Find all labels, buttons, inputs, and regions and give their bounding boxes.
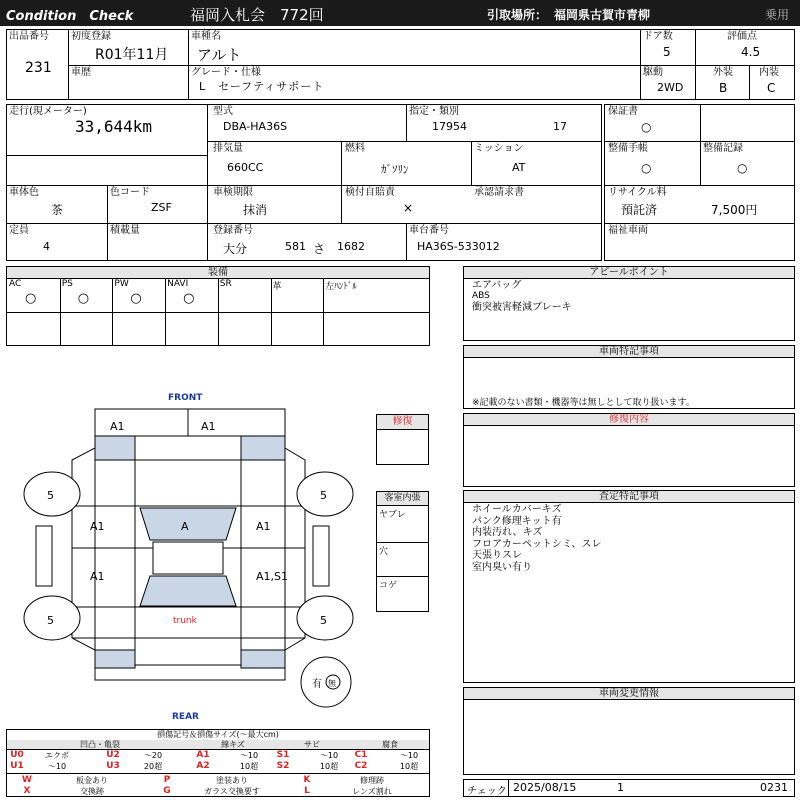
legend-group-rust: サビ bbox=[273, 740, 351, 750]
model-value: アルト bbox=[197, 46, 242, 64]
doors-label: ドア数 bbox=[643, 31, 673, 42]
category-label: 乗用 bbox=[765, 8, 790, 22]
mark-door-rl: A1 bbox=[90, 570, 105, 583]
legend-code: W bbox=[22, 775, 32, 785]
pickup-label: 引取場所： bbox=[487, 8, 548, 22]
equipment-mark: ○ bbox=[130, 291, 142, 306]
grade-label: グレード・仕様 bbox=[191, 67, 261, 78]
doors-value: 5 bbox=[663, 45, 671, 59]
legend-code: C2 bbox=[354, 761, 368, 771]
front-label: FRONT bbox=[168, 393, 203, 403]
equipment-mark: ○ bbox=[77, 291, 90, 306]
spare-mark: 無 bbox=[328, 679, 336, 688]
mission-label: ミッション bbox=[474, 143, 524, 154]
spec-block bbox=[6, 104, 602, 261]
mark-door-fl: A1 bbox=[90, 520, 105, 533]
header-bar bbox=[0, 0, 800, 26]
first-reg-value: R01年11月 bbox=[95, 47, 169, 63]
special-note: ※記載のない書類・機器等は無しとして取り扱います。 bbox=[472, 398, 695, 408]
rear-label: REAR bbox=[172, 712, 199, 722]
legend-code: P bbox=[163, 775, 171, 785]
legend-code: U0 bbox=[10, 750, 24, 760]
legend-text: 修理跡 bbox=[360, 776, 384, 785]
inspection-note-line: 天張りスレ bbox=[472, 550, 522, 561]
legend-text: ～10 bbox=[47, 762, 67, 771]
insurance-label: 検付自賠責 bbox=[345, 187, 395, 198]
score-label: 評価点 bbox=[727, 31, 757, 42]
equipment-mark: ○ bbox=[25, 291, 37, 306]
rear-window bbox=[140, 576, 236, 606]
first-reg-label: 初度登録 bbox=[71, 31, 111, 42]
mark-tire-fl: 5 bbox=[47, 489, 54, 502]
legend-code: X bbox=[23, 786, 31, 796]
cabin-box bbox=[376, 491, 429, 612]
history-label: 車歴 bbox=[71, 67, 91, 78]
mark-door-fr: A1 bbox=[256, 520, 271, 533]
legend-code: U1 bbox=[10, 761, 24, 771]
legend-text: 10超 bbox=[239, 762, 259, 771]
inspection-note-line: パンク修理キット有 bbox=[472, 515, 562, 527]
mileage-value: 33,644km bbox=[75, 117, 153, 136]
cabin-item-3: コゲ bbox=[379, 581, 398, 591]
regno-area: 大分 bbox=[223, 242, 248, 256]
equipment-label: PW bbox=[114, 279, 129, 289]
model-label: 車種名 bbox=[191, 31, 221, 42]
legend-text: ～10 bbox=[399, 751, 419, 760]
check-label: チェック bbox=[467, 786, 507, 797]
recycle-label: リサイクル料 bbox=[608, 187, 667, 198]
legend-text: 交換跡 bbox=[80, 787, 104, 796]
lot-no-value: 231 bbox=[25, 60, 52, 76]
exterior-value: B bbox=[719, 81, 728, 95]
drive-label: 駆動 bbox=[643, 67, 663, 78]
lot-no-label: 出品番号 bbox=[9, 31, 49, 42]
mark-tire-rl: 5 bbox=[47, 614, 54, 627]
legend-code: K bbox=[303, 775, 311, 785]
legend-code: S1 bbox=[276, 750, 290, 760]
type-label: 型式 bbox=[213, 106, 233, 117]
legend-code: A2 bbox=[196, 761, 210, 771]
body-color-label: 車体色 bbox=[9, 187, 39, 198]
inspection-note-line: ホイールカバーキズ bbox=[472, 504, 562, 515]
regno-kana: さ bbox=[313, 242, 326, 256]
legend-text: ～20 bbox=[143, 751, 163, 760]
recycle-fee: 7,500円 bbox=[711, 203, 758, 217]
displacement-value: 660CC bbox=[227, 161, 264, 174]
legend-group-scratch: 線キズ bbox=[193, 740, 273, 750]
mission-value: AT bbox=[512, 161, 526, 174]
roof bbox=[153, 542, 223, 574]
capacity-value: 4 bbox=[43, 240, 50, 253]
legend-text: 塗装あり bbox=[216, 776, 248, 785]
cabin-item-1: ヤブレ bbox=[379, 510, 406, 520]
designation-value-2: 17 bbox=[553, 120, 567, 133]
legend-text: 板金あり bbox=[76, 776, 108, 785]
repair-block bbox=[463, 413, 795, 487]
exterior-label: 外装 bbox=[713, 67, 733, 78]
manual-label: 整備手帳 bbox=[608, 143, 648, 154]
changes-title: 車両変更情報 bbox=[464, 688, 794, 700]
equipment-label: 左ﾊﾝﾄﾞﾙ bbox=[325, 282, 357, 292]
top-info-block bbox=[6, 29, 795, 100]
appeal-title: アピールポイント bbox=[464, 267, 794, 279]
legend-text: レンズ割れ bbox=[352, 787, 392, 796]
brand-title: Condition Check bbox=[6, 9, 134, 24]
spec-right-block bbox=[604, 104, 795, 261]
grade-value: L セーフティサポート bbox=[199, 80, 325, 93]
mark-front-right: A1 bbox=[201, 420, 216, 433]
legend-code: G bbox=[163, 786, 171, 796]
equipment-title: 装備 bbox=[7, 267, 429, 279]
changes-block bbox=[463, 687, 795, 775]
designation-value-1: 17954 bbox=[432, 120, 467, 133]
color-code-label: 色コード bbox=[110, 187, 150, 198]
regno-number: 1682 bbox=[337, 240, 365, 253]
welfare-label: 福祉車両 bbox=[608, 225, 648, 236]
mark-front-left: A1 bbox=[110, 420, 125, 433]
repair-mini-title: 修復 bbox=[377, 415, 428, 430]
type-value: DBA-HA36S bbox=[223, 120, 288, 133]
auction-title: 福岡入札会 772回 bbox=[190, 6, 324, 24]
legend-code: S2 bbox=[276, 761, 290, 771]
record-value: ○ bbox=[737, 161, 748, 175]
legend-text: ガラス交換要す bbox=[204, 787, 260, 796]
chassis-label: 車台番号 bbox=[409, 225, 449, 236]
inspection-notes-title: 査定特記事項 bbox=[464, 491, 794, 503]
fuel-label: 燃料 bbox=[345, 143, 365, 154]
appeal-line-2: ABS bbox=[472, 291, 490, 301]
mileage-label: 走行(現メーター) bbox=[9, 106, 87, 117]
inspection-value: 抹消 bbox=[243, 203, 268, 217]
approval-label: 承認請求書 bbox=[474, 187, 524, 198]
mark-tire-rr: 5 bbox=[320, 614, 327, 627]
equipment-label: PS bbox=[61, 279, 73, 289]
inspection-label: 車検期限 bbox=[213, 187, 253, 198]
legend-code: C1 bbox=[354, 750, 368, 760]
score-value: 4.5 bbox=[741, 45, 761, 59]
trunk-label: trunk bbox=[173, 616, 197, 626]
legend-code: L bbox=[304, 786, 310, 796]
interior-label: 内装 bbox=[759, 67, 779, 78]
repair-mini-box bbox=[376, 414, 429, 465]
load-label: 積載量 bbox=[110, 225, 140, 236]
legend-code: U2 bbox=[106, 750, 120, 760]
appeal-line-3: 衝突被害軽減ブレーキ bbox=[472, 302, 572, 313]
color-code-value: ZSF bbox=[151, 201, 172, 214]
footer-block bbox=[463, 779, 795, 797]
equipment-label: SR bbox=[219, 279, 232, 289]
legend-group-dent: 凹凸・亀裂 bbox=[7, 740, 193, 750]
cabin-item-2: 穴 bbox=[379, 547, 389, 557]
inspection-note-line: 室内臭い有り bbox=[472, 561, 532, 573]
equipment-block bbox=[6, 266, 430, 346]
appeal-line-1: エアバッグ bbox=[472, 280, 522, 291]
mark-tire-fr: 5 bbox=[320, 489, 327, 502]
legend-text: ～10 bbox=[239, 751, 259, 760]
recycle-status: 預託済 bbox=[621, 203, 658, 217]
regno-class: 581 bbox=[285, 240, 306, 253]
insurance-value: × bbox=[403, 201, 414, 215]
spare-label: 有 bbox=[312, 679, 322, 690]
manual-value: ○ bbox=[641, 161, 652, 175]
appeal-block bbox=[463, 266, 795, 341]
displacement-label: 排気量 bbox=[213, 143, 243, 154]
check-date: 2025/08/15 bbox=[513, 781, 577, 794]
record-label: 整備記録 bbox=[703, 143, 743, 154]
equipment-label: AC bbox=[9, 279, 22, 289]
special-title: 車両特記事項 bbox=[464, 346, 794, 358]
legend-text: 10超 bbox=[319, 762, 339, 771]
inspection-note-line: 内装汚れ、キズ bbox=[472, 527, 543, 538]
body-color-value: 茶 bbox=[51, 203, 64, 217]
check-count: 1 bbox=[617, 781, 624, 794]
regno-label: 登録番号 bbox=[213, 225, 253, 236]
legend-group-corrosion: 腐食 bbox=[351, 740, 429, 750]
equipment-mark: ○ bbox=[183, 291, 195, 306]
special-block bbox=[463, 345, 795, 409]
inspection-notes-block bbox=[463, 490, 795, 683]
equipment-label: NAVI bbox=[167, 279, 189, 289]
check-code: 0231 bbox=[760, 781, 788, 794]
repair-title: 修復内容 bbox=[464, 414, 794, 426]
interior-value: C bbox=[767, 81, 776, 95]
side-strip-left bbox=[36, 526, 52, 586]
legend-text: ～10 bbox=[319, 751, 339, 760]
legend-block bbox=[6, 729, 430, 797]
fuel-value: ｶﾞｿﾘﾝ bbox=[381, 163, 409, 176]
legend-text: 10超 bbox=[399, 762, 419, 771]
mark-windshield: A bbox=[181, 520, 189, 533]
designation-label: 指定・類別 bbox=[409, 106, 459, 117]
legend-text: 20超 bbox=[143, 762, 163, 771]
pickup-value: 福岡県古賀市青柳 bbox=[554, 8, 651, 22]
cabin-title: 客室内張 bbox=[377, 492, 428, 506]
legend-title: 損傷記号＆損傷サイズ(～最大cm) bbox=[7, 730, 429, 741]
mark-door-rr: A1,S1 bbox=[256, 570, 289, 583]
legend-text: エクボ bbox=[45, 751, 69, 760]
warranty-value: ○ bbox=[641, 120, 652, 134]
capacity-label: 定員 bbox=[9, 225, 29, 236]
legend-code: U3 bbox=[106, 761, 120, 771]
legend-code: A1 bbox=[196, 750, 210, 760]
inspection-note-line: フロアカーペットシミ、スレ bbox=[472, 538, 602, 550]
chassis-value: HA36S-533012 bbox=[417, 240, 500, 253]
equipment-label: 革 bbox=[272, 282, 282, 292]
drive-value: 2WD bbox=[657, 81, 684, 94]
side-strip-right bbox=[313, 526, 329, 586]
warranty-label: 保証書 bbox=[608, 106, 638, 117]
